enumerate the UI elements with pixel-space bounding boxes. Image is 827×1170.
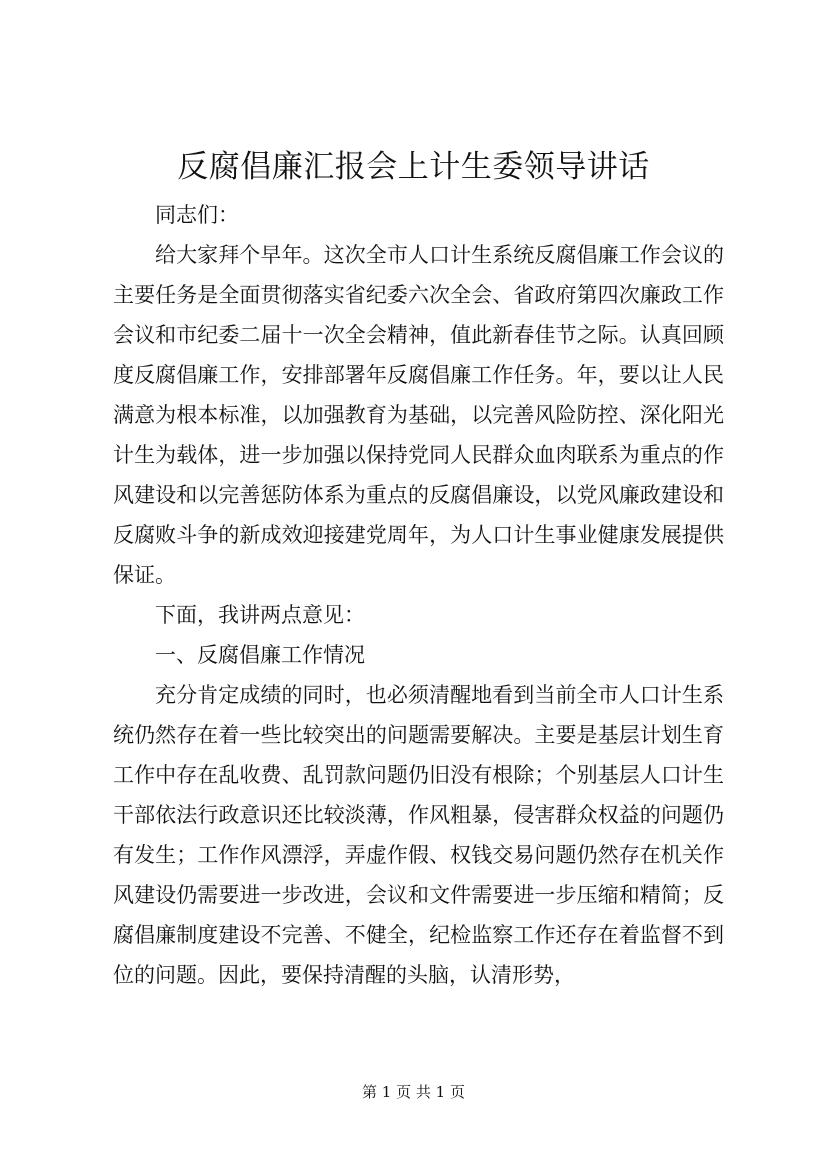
paragraph-intro: 给大家拜个早年。这次全市人口计生系统反腐倡廉工作会议的主要任务是全面贯彻落实省纪委六次全会、省政府第四次廉政工作会议和市纪委二届十一次全会精神，值此新春佳节之际。认真回顾度反腐倡廉工作，安排部署年反腐倡廉工作任务。年，要以让人民满意为根本标准，以加强教育为基础，以完善风险防控、深化阳光计生为载体，进一步加强以保持党同人民群众血肉联系为重点的作风建设和以完善惩防体系为重点的反腐倡廉设，以党风廉政建设和反腐败斗争的新成效迎接建党周年，为人口计生事业健康发展提供保证。 — [113, 243, 724, 587]
document-title: 反腐倡廉汇报会上计生委领导讲话 — [177, 149, 650, 185]
section-heading-1: 一、反腐倡廉工作情况 — [155, 643, 365, 667]
salutation: 同志们： — [155, 203, 239, 227]
paragraph-transition: 下面，我讲两点意见： — [155, 603, 365, 627]
page-number-footer: 第 1 页 共 1 页 — [362, 1083, 465, 1101]
document-body — [113, 195, 724, 995]
paragraph-problems: 充分肯定成绩的同时，也必须清醒地看到当前全市人口计生系统仍然存在着一些比较突出的问题需要解决。主要是基层计划生育工作中存在乱收费、乱罚款问题仍旧没有根除；个别基层人口计生干部依法行政意识还比较淡薄，作风粗暴，侵害群众权益的问题仍有发生；工作作风漂浮，弄虚作假、权钱交易问题仍然存在机关作风建设仍需要进一步改进，会议和文件需要进一步压缩和精简；反腐倡廉制度建设不完善、不健全，纪检监察工作还存在着监督不到位的问题。因此，要保持清醒的头脑，认清形势， — [113, 683, 724, 987]
